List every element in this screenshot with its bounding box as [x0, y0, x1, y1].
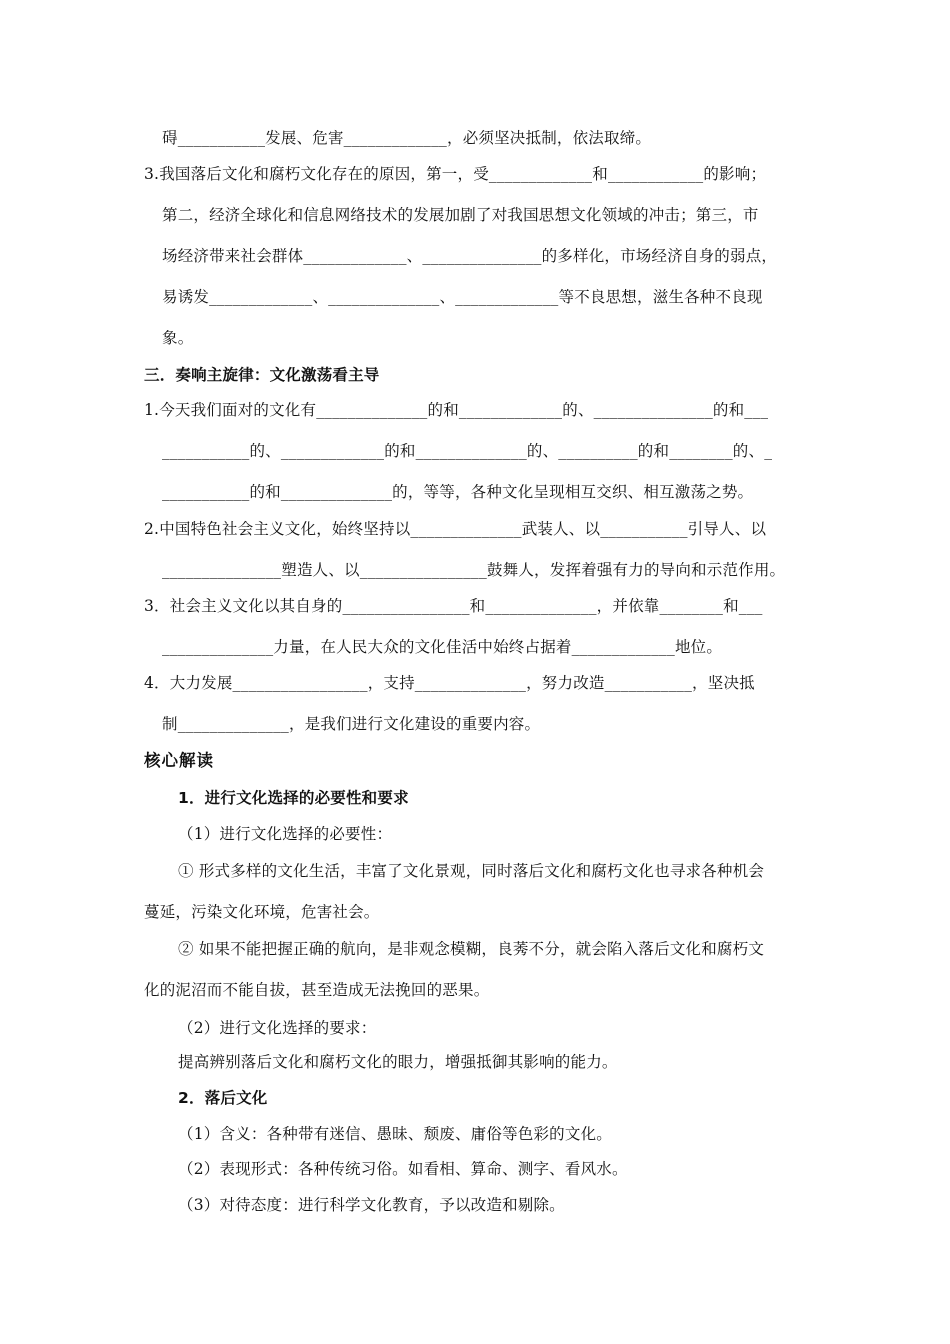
section-3-q4-line: 制______________，是我们进行文化建设的重要内容。 [162, 715, 541, 733]
body-text: ① 形式多样的文化生活，丰富了文化景观，同时落后文化和腐朽文化也寻求各种机会 [178, 862, 765, 880]
subheading: 2．落后文化 [178, 1089, 268, 1107]
question-3-line: 场经济带来社会群体_____________、_______________的多样化，市场经济自身的弱点， [162, 247, 778, 265]
body-text: 提高辨别落后文化和腐朽文化的眼力，增强抵御其影响的能力。 [178, 1053, 618, 1071]
question-3-line: 第二，经济全球化和信息网络技术的发展加剧了对我国思想文化领域的冲击；第三，市 [162, 206, 759, 224]
section-3-q2-line: _______________塑造人、以________________鼓舞人，发挥着强有力的导向和示范作用。 [162, 561, 786, 579]
section-3-q1-line: ___________的和______________的，等等，各种文化呈现相互交织、相互激荡之势。 [162, 483, 754, 501]
section-heading: 三．奏响主旋律：文化激荡看主导 [144, 366, 380, 384]
section-3-q3-line: ______________力量，在人民大众的文化佳活中始终占据着_____________地位。 [162, 638, 723, 656]
fill-blank-line: 碍___________发展、危害_____________，必须坚决抵制，依法取缔。 [162, 129, 652, 147]
section-3-q2-line: 2.中国特色社会主义文化，始终坚持以______________武装人、以___________引导人、以 [144, 520, 767, 538]
section-3-q1-line: ___________的、_____________的和______________的、__________的和________的、_ [162, 442, 773, 460]
subheading: 1．进行文化选择的必要性和要求 [178, 789, 409, 807]
question-3-line: 象。 [162, 329, 194, 347]
body-text: （1）进行文化选择的必要性： [178, 825, 393, 843]
body-text: ② 如果不能把握正确的航向，是非观念模糊，良莠不分，就会陷入落后文化和腐朽文 [178, 940, 765, 958]
section-3-q3-line: 3．社会主义文化以其自身的________________和______________，并依靠________和___ [144, 597, 763, 615]
body-text: （3）对待态度：进行科学文化教育，予以改造和剔除。 [178, 1196, 565, 1214]
question-3-line: 3.我国落后文化和腐朽文化存在的原因，第一，受_____________和____________的影响； [144, 165, 767, 183]
core-reading-heading: 核心解读 [144, 751, 214, 770]
body-text: 化的泥沼而不能自拔，甚至造成无法挽回的恶果。 [144, 981, 490, 999]
body-text: （2）表现形式：各种传统习俗。如看相、算命、测字、看风水。 [178, 1160, 628, 1178]
question-3-line: 易诱发_____________、______________、_____________等不良思想，滋生各种不良现 [162, 288, 763, 306]
body-text: （1）含义：各种带有迷信、愚昧、颓废、庸俗等色彩的文化。 [178, 1125, 612, 1143]
body-text: （2）进行文化选择的要求： [178, 1019, 377, 1037]
section-3-q4-line: 4．大力发展_________________，支持______________，努力改造___________，坚决抵 [144, 674, 755, 692]
body-text: 蔓延，污染文化环境，危害社会。 [144, 903, 380, 921]
section-3-q1-line: 1.今天我们面对的文化有______________的和_____________的、_______________的和___ [144, 401, 769, 419]
